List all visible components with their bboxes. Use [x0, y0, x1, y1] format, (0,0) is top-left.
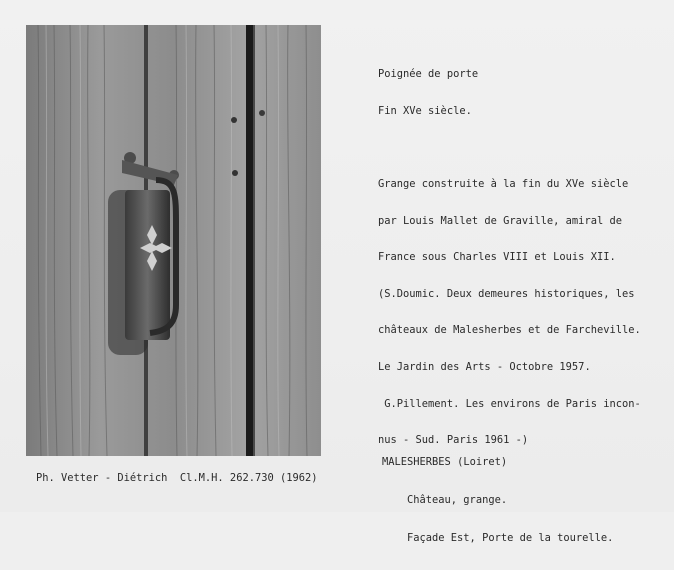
photo-credit [36, 472, 318, 484]
caption-line: Grange construite à la fin du XVe siècle [378, 178, 629, 191]
caption-line: (S.Doumic. Deux demeures historiques, les [378, 287, 635, 300]
caption-date: Fin XVe siècle. [378, 105, 472, 118]
location-place: MALESHERBES (Loiret) [382, 456, 508, 469]
caption-line: nus - Sud. Paris 1961 -) [378, 434, 529, 447]
caption-line: France sous Charles VIII et Louis XII. [378, 251, 616, 264]
caption-line: par Louis Mallet de Graville, amiral de [378, 214, 622, 227]
reference-number: Cl.M.H. 262.730 (1962) [179, 472, 318, 484]
location-block [382, 431, 613, 570]
location-detail: Façade Est, Porte de la tourelle. [407, 531, 614, 544]
caption-line: G.Pillement. Les environs de Paris incon- [378, 397, 641, 410]
photographer: Ph. Vetter - Diétrich [36, 472, 168, 484]
caption-line: Le Jardin des Arts - Octobre 1957. [378, 361, 591, 374]
door-handle-photo [26, 25, 321, 456]
caption-title: Poignée de porte [378, 68, 479, 81]
location-building: Château, grange. [407, 493, 508, 506]
photo-caption [378, 44, 668, 471]
caption-line: châteaux de Malesherbes et de Farcheville. [378, 324, 641, 337]
